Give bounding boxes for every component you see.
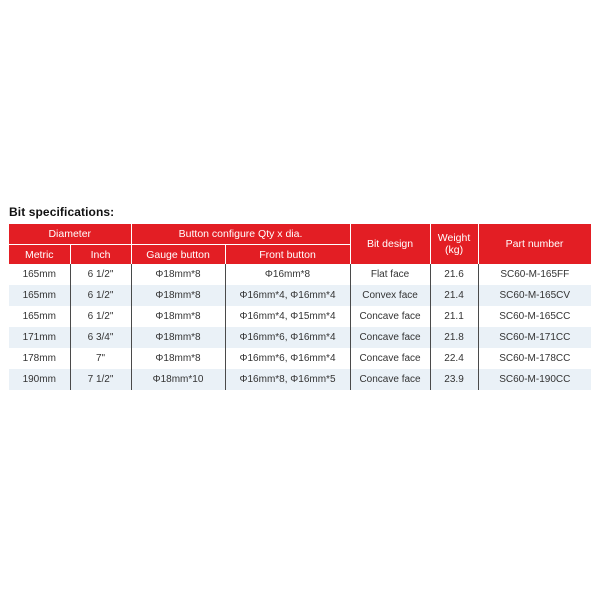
cell-part-number: SC60-M-165CC [478, 306, 591, 327]
cell-bit-design: Flat face [350, 264, 430, 285]
cell-weight: 21.1 [430, 306, 478, 327]
header-weight-line2: (kg) [444, 244, 464, 256]
table-row [9, 264, 591, 285]
cell-weight: 23.9 [430, 369, 478, 390]
cell-part-number: SC60-M-190CC [478, 369, 591, 390]
cell-gauge-button: Φ18mm*8 [131, 306, 225, 327]
cell-part-number: SC60-M-178CC [478, 348, 591, 369]
cell-gauge-button: Φ18mm*8 [131, 285, 225, 306]
header-front-button: Front button [225, 245, 350, 265]
cell-metric: 165mm [9, 306, 70, 327]
cell-metric: 190mm [9, 369, 70, 390]
cell-weight: 21.4 [430, 285, 478, 306]
header-button-config: Button configure Qty x dia. [131, 224, 350, 245]
header-inch: Inch [70, 245, 131, 265]
cell-bit-design: Concave face [350, 348, 430, 369]
cell-inch: 7 1/2" [70, 369, 131, 390]
cell-front-button: Φ16mm*8 [225, 264, 350, 285]
table-row [9, 327, 591, 348]
cell-front-button: Φ16mm*6, Φ16mm*4 [225, 327, 350, 348]
cell-inch: 7" [70, 348, 131, 369]
cell-front-button: Φ16mm*4, Φ15mm*4 [225, 306, 350, 327]
cell-part-number: SC60-M-165CV [478, 285, 591, 306]
cell-weight: 21.6 [430, 264, 478, 285]
cell-metric: 171mm [9, 327, 70, 348]
page-title: Bit specifications: [9, 205, 115, 219]
header-weight [430, 224, 478, 264]
cell-inch: 6 3/4" [70, 327, 131, 348]
cell-inch: 6 1/2" [70, 306, 131, 327]
cell-bit-design: Convex face [350, 285, 430, 306]
cell-part-number: SC60-M-171CC [478, 327, 591, 348]
cell-bit-design: Concave face [350, 327, 430, 348]
cell-bit-design: Concave face [350, 369, 430, 390]
cell-gauge-button: Φ18mm*8 [131, 348, 225, 369]
header-gauge-button: Gauge button [131, 245, 225, 265]
cell-front-button: Φ16mm*8, Φ16mm*5 [225, 369, 350, 390]
header-metric: Metric [9, 245, 70, 265]
header-diameter: Diameter [9, 224, 131, 245]
cell-part-number: SC60-M-165FF [478, 264, 591, 285]
cell-metric: 165mm [9, 264, 70, 285]
table-row [9, 306, 591, 327]
header-row-top [9, 224, 591, 245]
cell-weight: 22.4 [430, 348, 478, 369]
cell-metric: 165mm [9, 285, 70, 306]
bit-specifications-table [9, 224, 592, 390]
cell-gauge-button: Φ18mm*10 [131, 369, 225, 390]
header-weight-line1: Weight [437, 232, 471, 244]
cell-front-button: Φ16mm*4, Φ16mm*4 [225, 285, 350, 306]
cell-inch: 6 1/2" [70, 264, 131, 285]
cell-front-button: Φ16mm*6, Φ16mm*4 [225, 348, 350, 369]
cell-gauge-button: Φ18mm*8 [131, 264, 225, 285]
table-row [9, 348, 591, 369]
header-bit-design: Bit design [350, 224, 430, 264]
cell-bit-design: Concave face [350, 306, 430, 327]
cell-metric: 178mm [9, 348, 70, 369]
header-part-number: Part number [478, 224, 591, 264]
cell-weight: 21.8 [430, 327, 478, 348]
table-row [9, 285, 591, 306]
cell-gauge-button: Φ18mm*8 [131, 327, 225, 348]
table-row [9, 369, 591, 390]
cell-inch: 6 1/2" [70, 285, 131, 306]
